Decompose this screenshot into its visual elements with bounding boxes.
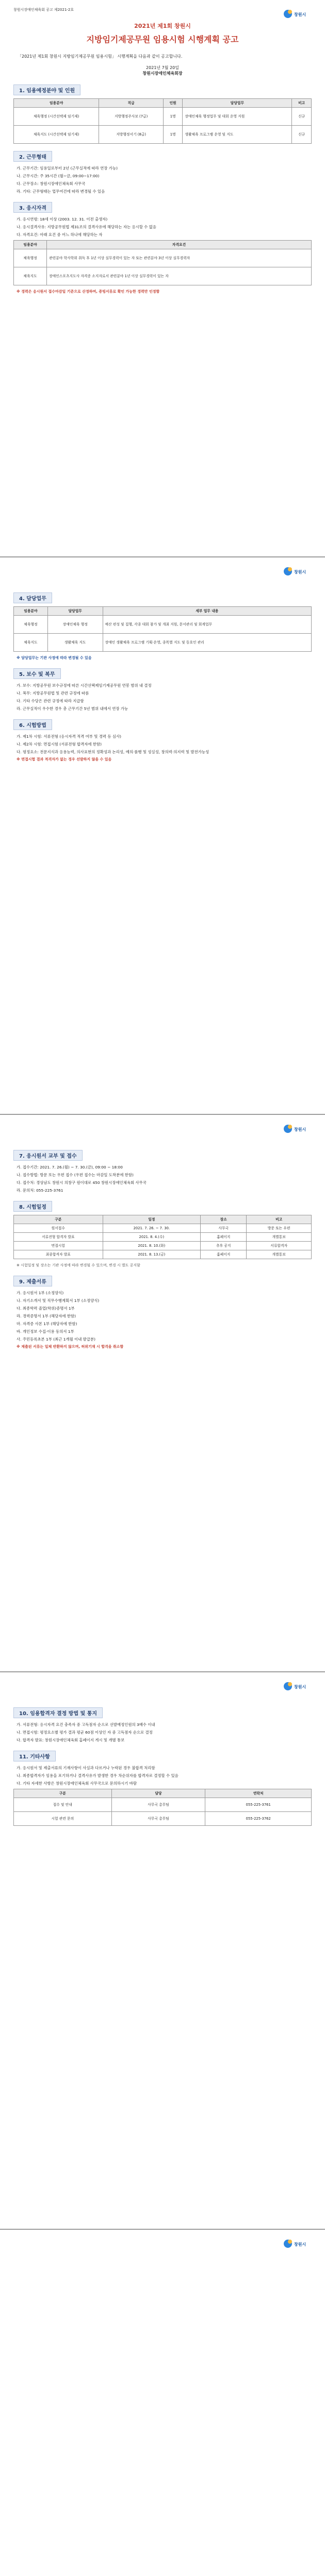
section-heading: 9. 제출서류 xyxy=(13,1276,312,1286)
svg-text:창원시: 창원시 xyxy=(294,1685,306,1689)
list-item: 가. 보수: 지방공무원 보수규정에 따른 시간선택제임기제공무원 연봉 범위 내 결정 xyxy=(17,683,152,688)
page-1 xyxy=(0,0,325,557)
doc-note: ※ 제출된 서류는 일체 반환하지 않으며, 허위기재 시 합격을 취소함 xyxy=(17,1345,124,1349)
list-item: 다. 기타 수당은 관련 규정에 따라 지급함 xyxy=(17,699,84,703)
list-item: 가. 서류전형: 응시자격 요건 충족자 중 고득점자 순으로 선발예정인원의 3배수 이내 xyxy=(17,1722,155,1727)
chungwon-logo-icon xyxy=(283,565,314,578)
chungwon-logo-icon xyxy=(283,1680,314,1693)
list-item: 라. 경력증명서 1부 (해당자에 한함) xyxy=(17,1314,76,1318)
svg-text:창원시: 창원시 xyxy=(294,1127,306,1132)
list-item: 나. 접수방법: 방문 또는 우편 접수 (우편 접수는 마감일 도착분에 한함) xyxy=(17,1173,134,1177)
list-item: 다. 접수처: 경상남도 창원시 의창구 원이대로 450 창원시장애인체육회 사무국 xyxy=(17,1180,147,1185)
table-row: 체육지도 생활체육 지도 장애인 생활체육 프로그램 기획·운영, 종목별 지도 및 동호인 관리 xyxy=(14,634,312,652)
svg-text:창원시: 창원시 xyxy=(294,12,306,17)
page-2 xyxy=(0,557,325,1115)
list-item: 마. 자격증 사본 1부 (해당자에 한함) xyxy=(17,1321,77,1326)
section-heading: 11. 기타사항 xyxy=(13,1751,312,1761)
table-row: 원서접수 2021. 7. 26. ~ 7. 30. 사무국 방문 또는 우편 xyxy=(14,1224,312,1233)
year-title: 2021년 제1회 창원시 xyxy=(134,23,191,29)
list-item: 라. 기타: 근무형태는 업무여건에 따라 변경될 수 있음 xyxy=(17,189,105,194)
list-item: 다. 자격요건: 아래 요건 중 어느 하나에 해당하는 자 xyxy=(17,232,103,237)
section-heading: 4. 담당업무 xyxy=(13,592,312,603)
table-row: 서류전형 합격자 발표 2021. 8. 4.(수) 홈페이지 개별통보 xyxy=(14,1233,312,1242)
duty-note: ※ 담당업무는 기관 사정에 따라 변경될 수 있음 xyxy=(17,656,92,660)
intro-text: 「2021년 제1회 창원시 지방임기제공무원 임용시험」 시행계획을 다음과 같이 공고합니다. xyxy=(18,54,183,59)
announcement-number: 창원시장애인체육회 공고 제2021-2호 xyxy=(13,8,74,12)
list-item: 다. 평정요소: 전문지식과 응용능력, 의사표현의 정확성과 논리성, 예의·품행 및 성실성, 창의력·의지력 및 발전가능성 xyxy=(17,750,209,754)
list-item: 다. 합격자 발표: 창원시장애인체육회 홈페이지 게시 및 개별 통보 xyxy=(17,1738,125,1742)
section-heading: 1. 임용예정분야 및 인원 xyxy=(13,84,312,95)
list-item: 라. 근무실적이 우수한 경우 총 근무기간 5년 범위 내에서 연장 가능 xyxy=(17,706,128,711)
section-heading: 6. 시험방법 xyxy=(13,719,312,730)
table-row: 체육행정 관련분야 학사학위 취득 후 1년 이상 실무경력이 있는 자 또는 관련분야 3년 이상 실무경력자 xyxy=(14,249,312,267)
schedule-table: 구분 일정 장소 비고 원서접수 2021. 7. 26. ~ 7. 30. 사무국 방문 또는 우편 서류전형 합격자 발표 2021. 8. 4.(수) 홈페이지 개별통보 면접시험 2021. 8. 10.(화) 추후 공지 서류합격자 최종합격자 발표 2021. 8. 13.(금) 홈페이지 개별통보 xyxy=(13,1215,312,1259)
list-item: 바. 개인정보 수집·이용 동의서 1부 xyxy=(17,1329,74,1334)
table-row: 체육지도 (시간선택제 임기제) 지방행정서기 (8급) 1명 생활체육 프로그램 운영 및 지도 신규 xyxy=(14,126,312,144)
list-item: 다. 기타 자세한 사항은 창원시장애인체육회 사무국으로 문의하시기 바람 xyxy=(17,1781,137,1786)
svg-text:창원시: 창원시 xyxy=(294,2242,306,2247)
chungwon-logo-icon xyxy=(283,2237,314,2250)
announce-date: 2021년 7월 20일 xyxy=(146,65,179,70)
table-row: 체육지도 장애인스포츠지도사 자격증 소지자로서 관련분야 1년 이상 실무경력이 있는 자 xyxy=(14,267,312,285)
list-item: 가. 응시연령: 18세 이상 (2003. 12. 31. 이전 출생자) xyxy=(17,217,108,222)
list-item: 다. 최종학력 졸업(학위)증명서 1부 xyxy=(17,1306,75,1311)
table-row: 면접시험 2021. 8. 10.(화) 추후 공지 서류합격자 xyxy=(14,1242,312,1250)
method-note: ※ 면접시험 결과 적격자가 없는 경우 선발하지 않을 수 있음 xyxy=(17,757,112,761)
page-5 xyxy=(0,2230,325,2576)
section-heading: 2. 근무형태 xyxy=(13,151,312,162)
list-item: 나. 최종합격자가 임용을 포기하거나 결격사유가 발생한 경우 차순위자를 합격자로 결정할 수 있음 xyxy=(17,1773,178,1778)
list-item: 가. 제1차 시험: 서류전형 (응시자격 적격 여부 및 경력 등 심사) xyxy=(17,734,122,739)
table-row: 최종합격자 발표 2021. 8. 13.(금) 홈페이지 개별통보 xyxy=(14,1250,312,1259)
list-item: 나. 복무: 지방공무원법 및 관련 규정에 따름 xyxy=(17,691,89,696)
list-item: 가. 근무기간: 임용일로부터 2년 (근무실적에 따라 연장 가능) xyxy=(17,166,118,171)
section-heading: 7. 응시원서 교부 및 접수 xyxy=(13,1150,312,1161)
list-item: 가. 응시원서 1부 (소정양식) xyxy=(17,1291,64,1295)
positions-table: 임용분야 직급 인원 담당업무 비고 체육행정 (시간선택제 임기제) 지방행정주사보 (7급) 1명 장애인체육 행정업무 및 대회 운영 지원 신규 체육지도 (시간선택제 임기제) 지방행정서기 (8급) 1명 생활체육 프로그램 운영 및 지도 신규 xyxy=(13,98,312,144)
list-item: 나. 제2차 시험: 면접시험 (서류전형 합격자에 한함) xyxy=(17,742,102,747)
page-title: 지방임기제공무원 임용시험 시행계획 공고 xyxy=(86,35,239,44)
list-item: 나. 자기소개서 및 직무수행계획서 1부 (소정양식) xyxy=(17,1298,100,1303)
qualification-table: 임용분야 자격요건 체육행정 관련분야 학사학위 취득 후 1년 이상 실무경력이 있는 자 또는 관련분야 3년 이상 실무경력자 체육지도 장애인스포츠지도사 자격증 소지자로서 관련분야 1년 이상 실무경력이 있는 자 xyxy=(13,240,312,285)
svg-text:창원시: 창원시 xyxy=(294,570,306,574)
list-item: 다. 근무장소: 창원시장애인체육회 사무국 xyxy=(17,181,86,186)
table-row: 체육행정 (시간선택제 임기제) 지방행정주사보 (7급) 1명 장애인체육 행정업무 및 대회 운영 지원 신규 xyxy=(14,108,312,126)
section-heading: 8. 시험일정 xyxy=(13,1201,312,1212)
table-row: 접수 및 안내 사무국 총무팀 055-225-3761 xyxy=(14,1798,312,1812)
list-item: 가. 접수기간: 2021. 7. 26.(월) ~ 7. 30.(금), 09:00 ~ 18:00 xyxy=(17,1165,123,1170)
duty-table: 임용분야 담당업무 세부 업무 내용 체육행정 장애인체육 행정 예산 편성 및 집행, 각종 대회 참가 및 개최 지원, 문서관리 및 회계업무 체육지도 생활체육 지도 장애인 생활체육 프로그램 기획·운영, 종목별 지도 및 동호인 관리 xyxy=(13,606,312,652)
schedule-note: ※ 시험일정 및 장소는 기관 사정에 따라 변경될 수 있으며, 변경 시 별도 공지함 xyxy=(17,1263,140,1267)
table-row: 체육행정 장애인체육 행정 예산 편성 및 집행, 각종 대회 참가 및 개최 지원, 문서관리 및 회계업무 xyxy=(14,616,312,634)
list-item: 가. 응시원서 및 제출서류의 기재사항이 사실과 다르거나 누락된 경우 불합격 처리함 xyxy=(17,1766,155,1770)
section-heading: 10. 임용합격자 결정 방법 및 통지 xyxy=(13,1707,312,1718)
contact-table: 구분 담당 연락처 접수 및 안내 사무국 총무팀 055-225-3761 시험 관련 문의 사무국 총무팀 055-225-3762 xyxy=(13,1789,312,1826)
list-item: 사. 주민등록초본 1부 (최근 1개월 이내 발급분) xyxy=(17,1337,95,1342)
section-heading: 3. 응시자격 xyxy=(13,202,312,213)
announce-org: 창원시장애인체육회장 xyxy=(142,71,183,76)
list-item: 라. 문의처: 055-225-3761 xyxy=(17,1188,63,1193)
page-4 xyxy=(0,1672,325,2230)
qualification-note: ※ 경력은 응시원서 접수마감일 기준으로 산정하며, 증빙서류로 확인 가능한 경력만 인정함 xyxy=(17,290,160,294)
list-item: 나. 근무시간: 주 35시간 (월~금, 09:00~17:00) xyxy=(17,174,100,178)
list-item: 나. 면접시험: 평정요소별 평가 결과 평균 60점 이상인 자 중 고득점자 순으로 결정 xyxy=(17,1730,153,1735)
section-heading: 5. 보수 및 복무 xyxy=(13,668,312,679)
list-item: 나. 응시결격사유: 지방공무원법 제31조의 결격사유에 해당하는 자는 응시할 수 없음 xyxy=(17,225,156,229)
page-3 xyxy=(0,1115,325,1672)
chungwon-logo-icon xyxy=(283,7,314,21)
chungwon-logo-icon xyxy=(283,1122,314,1136)
table-row: 시험 관련 문의 사무국 총무팀 055-225-3762 xyxy=(14,1812,312,1826)
